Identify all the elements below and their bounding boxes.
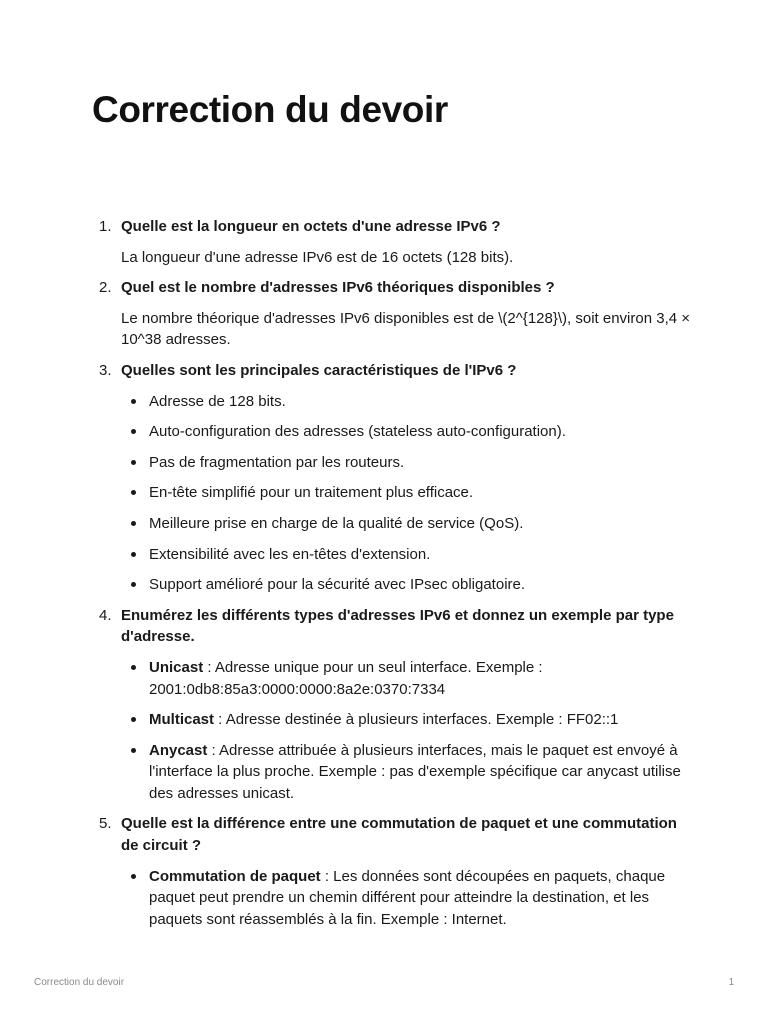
bullet-text: Support amélioré pour la sécurité avec IPsec obligatoire. [149, 576, 526, 594]
bullet-item [121, 452, 692, 474]
bullet-item [121, 709, 692, 731]
bullet-list [121, 657, 692, 805]
bullet-text: Meilleure prise en charge de la qualité de service (QoS). [149, 514, 524, 532]
footer-page-number: 1 [728, 977, 734, 988]
bullet-item [121, 391, 692, 413]
bullet-text: Pas de fragmentation par les routeurs. [149, 453, 405, 471]
footer-title: Correction du devoir [34, 977, 125, 988]
address-type-term: Unicast [149, 658, 204, 676]
bullet-dot-icon [131, 399, 136, 404]
bullet-item [121, 574, 692, 596]
question-item [92, 216, 692, 268]
address-type-term: Multicast [149, 711, 215, 729]
bullet-dot-icon [131, 490, 136, 495]
question-item [92, 813, 692, 930]
question-text: Enumérez les différents types d'adresses IPv6 et donnez un exemple par type d'adresse. [121, 606, 674, 646]
question-list [92, 216, 692, 939]
bullet-dot-icon [131, 460, 136, 465]
bullet-text: En-tête simplifié pour un traitement plus efficace. [149, 484, 474, 502]
question-text: Quelle est la différence entre une commutation de paquet et une commutation de circuit ? [121, 815, 677, 855]
question-number: 2. [99, 279, 112, 297]
bullet-dot-icon [131, 874, 136, 879]
question-number: 3. [99, 361, 112, 379]
question-item [92, 360, 692, 596]
bullet-item [121, 544, 692, 566]
bullet-text: : Adresse attribuée à plusieurs interfaces, mais le paquet est envoyé à l'interface la plus proche. Exemple : pas d'exemple spécifique car anycast utilise des adresses unicast. [149, 741, 681, 802]
bullet-dot-icon [131, 521, 136, 526]
question-number: 4. [99, 606, 112, 624]
bullet-item [121, 482, 692, 504]
bullet-item [121, 866, 692, 931]
page-title: Correction du devoir [92, 89, 448, 130]
answer-text: Le nombre théorique d'adresses IPv6 disponibles est de \(2^{128}\), soit environ 3,4 × 10^38 adresses. [121, 309, 691, 349]
bullet-item [121, 513, 692, 535]
address-type-term: Anycast [149, 741, 208, 759]
answer-text: La longueur d'une adresse IPv6 est de 16 octets (128 bits). [121, 248, 514, 266]
bullet-text: : Les données sont découpées en paquets, chaque paquet peut prendre un chemin différent pour atteindre la destination, et les paquets sont réassemblés à la fin. Exemple : Internet. [149, 867, 666, 928]
bullet-list [121, 866, 692, 931]
bullet-text: Auto-configuration des adresses (stateless auto-configuration). [149, 423, 566, 441]
bullet-dot-icon [131, 665, 136, 670]
question-item [92, 605, 692, 805]
bullet-text: : Adresse unique pour un seul interface. Exemple : 2001:0db8:85a3:0000:0000:8a2e:0370:7334 [149, 658, 543, 698]
question-text: Quel est le nombre d'adresses IPv6 théoriques disponibles ? [121, 279, 555, 297]
bullet-item [121, 657, 692, 700]
bullet-dot-icon [131, 429, 136, 434]
bullet-list [121, 391, 692, 596]
question-text: Quelle est la longueur en octets d'une adresse IPv6 ? [121, 218, 501, 235]
bullet-dot-icon [131, 552, 136, 557]
switching-type-term: Commutation de paquet [149, 867, 321, 885]
bullet-text: Adresse de 128 bits. [149, 392, 286, 410]
question-item [92, 277, 692, 351]
question-text: Quelles sont les principales caractéristiques de l'IPv6 ? [121, 361, 517, 379]
bullet-dot-icon [131, 748, 136, 753]
question-number: 5. [99, 815, 112, 833]
bullet-dot-icon [131, 717, 136, 722]
question-number: 1. [99, 218, 112, 235]
bullet-item [121, 421, 692, 443]
bullet-item [121, 740, 692, 805]
bullet-text: Extensibilité avec les en-têtes d'extension. [149, 545, 431, 563]
bullet-text: : Adresse destinée à plusieurs interfaces. Exemple : FF02::1 [214, 711, 619, 729]
bullet-dot-icon [131, 582, 136, 587]
